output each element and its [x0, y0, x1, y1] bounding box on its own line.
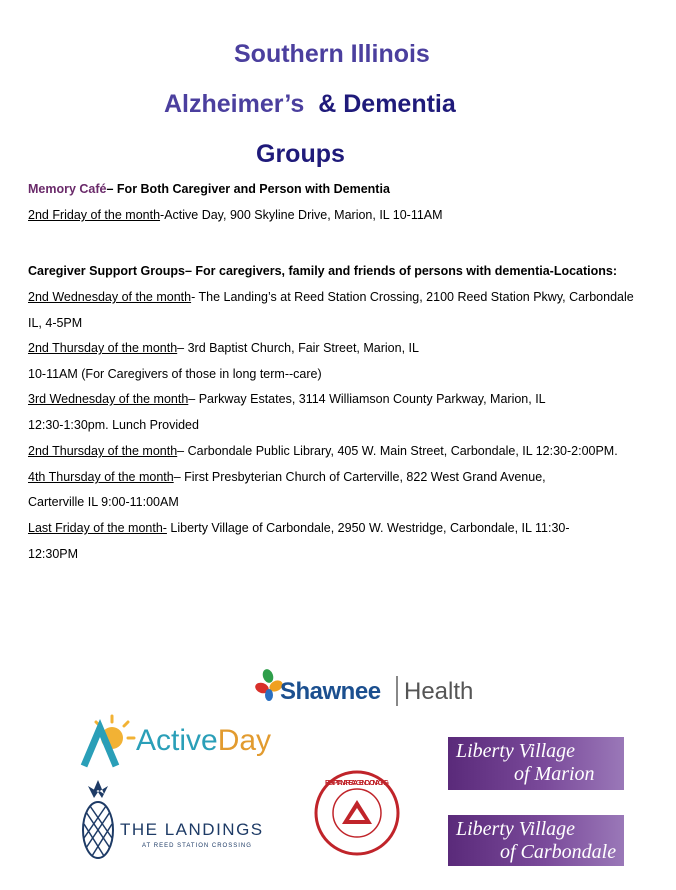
landings-name: THE LANDINGS: [120, 820, 264, 839]
entry-details: - The Landing’s at Reed Station Crossing, 2100 Reed Station Pkwy, Carbondale: [191, 290, 634, 304]
caregiver-entry: [28, 470, 546, 484]
caregiver-entry: [28, 341, 419, 355]
title-line-3: Groups: [256, 140, 345, 168]
entry-continuation: 12:30PM: [28, 547, 79, 561]
activeday-logo: [80, 712, 320, 770]
entry-details: – Carbondale Public Library, 405 W. Main Street, Carbondale, IL 12:30-2:00PM.: [177, 444, 618, 458]
entry-when: 2nd Thursday of the month: [28, 341, 178, 355]
shawnee-health-logo: [254, 664, 494, 708]
logo-divider: [396, 676, 398, 706]
title-line-1: Southern Illinois: [234, 40, 430, 68]
entry-when: Last Friday of the month-: [28, 521, 167, 535]
sun-icon: [80, 712, 136, 770]
caregiver-heading: Caregiver Support Groups– For caregivers, family and friends of persons with dementia-Locations:: [28, 264, 618, 278]
entry-when: 2nd Wednesday of the month: [28, 290, 192, 304]
activeday-active: Active: [136, 724, 218, 757]
entry-when: 3rd Wednesday of the month: [28, 392, 189, 406]
pineapple-icon: [78, 778, 118, 862]
memory-cafe-subtitle: – For Both Caregiver and Person with Dementia: [106, 182, 390, 196]
caregiver-entry: [28, 290, 634, 304]
shawnee-name: Shawnee: [280, 678, 381, 705]
entry-continuation: 12:30-1:30pm. Lunch Provided: [28, 418, 199, 432]
memory-cafe-label: Memory Café: [28, 182, 107, 196]
shawnee-health-word: Health: [404, 678, 474, 705]
entry-details: Liberty Village of Carbondale, 2950 W. Westridge, Carbondale, IL 11:30-: [166, 521, 570, 535]
memory-cafe-when: 2nd Friday of the month: [28, 208, 161, 222]
egyptian-seal-icon: [314, 770, 400, 856]
entry-continuation: IL, 4-5PM: [28, 316, 83, 330]
landings-subtitle: AT REED STATION CROSSING: [142, 843, 252, 849]
liberty-carbondale-line2: of Carbondale: [500, 841, 617, 863]
entry-when: 4th Thursday of the month: [28, 470, 174, 484]
title-alzheimers: Alzheimer’s: [164, 90, 305, 118]
title-line-2: [164, 90, 456, 119]
the-landings-logo: [78, 778, 278, 862]
title-dementia: & Dementia: [318, 90, 456, 118]
entry-details: – First Presbyterian Church of Carterville, 822 West Grand Avenue,: [173, 470, 546, 484]
entry-details: – 3rd Baptist Church, Fair Street, Marion, IL: [177, 341, 419, 355]
caregiver-entry: [28, 521, 570, 535]
entry-continuation: Carterville IL 9:00-11:00AM: [28, 495, 179, 509]
memory-cafe-schedule: [28, 208, 443, 222]
caregiver-entry: [28, 392, 546, 406]
liberty-carbondale-line1: Liberty Village: [456, 818, 576, 840]
liberty-village-marion-logo: [448, 737, 624, 790]
memory-cafe-details: -Active Day, 900 Skyline Drive, Marion, IL 10-11AM: [160, 208, 443, 222]
liberty-marion-line1: Liberty Village: [456, 740, 576, 762]
entry-when: 2nd Thursday of the month: [28, 444, 178, 458]
memory-cafe-heading: [28, 182, 390, 196]
caregiver-entry: [28, 444, 618, 458]
liberty-village-carbondale-logo: [448, 815, 624, 866]
entry-continuation: 10-11AM (For Caregivers of those in long term--care): [28, 367, 322, 381]
entry-details: – Parkway Estates, 3114 Williamson County Parkway, Marion, IL: [188, 392, 546, 406]
activeday-day: Day: [217, 724, 272, 757]
egyptian-seal-text: EGYPTIAN AREA AGENCY ON AGING: [325, 780, 389, 787]
liberty-marion-line2: of Marion: [514, 763, 595, 785]
egyptian-area-agency-logo: [314, 770, 400, 856]
